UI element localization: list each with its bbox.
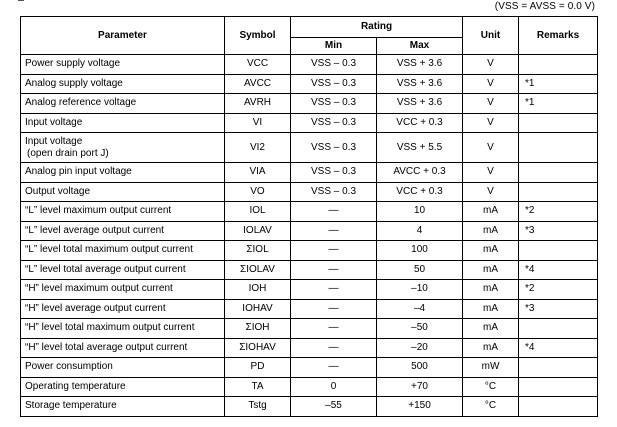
parameter-cell: Operating temperature	[21, 377, 225, 397]
table-row	[21, 133, 598, 163]
table-row	[21, 241, 598, 261]
unit-cell: mA	[463, 338, 519, 358]
symbol-cell: AVCC	[225, 74, 291, 94]
min-cell: –55	[291, 397, 377, 417]
symbol-cell: VO	[225, 182, 291, 202]
min-cell: —	[291, 260, 377, 280]
min-cell: —	[291, 202, 377, 222]
min-cell: —	[291, 338, 377, 358]
parameter-cell: Analog supply voltage	[21, 74, 225, 94]
unit-cell: mA	[463, 299, 519, 319]
parameter-cell: Output voltage	[21, 182, 225, 202]
unit-cell: V	[463, 94, 519, 114]
header-remarks: Remarks	[519, 17, 598, 55]
max-cell: –4	[377, 299, 463, 319]
remarks-cell	[519, 377, 598, 397]
parameter-note-line: (open drain port J)	[27, 147, 109, 159]
symbol-cell: VCC	[225, 55, 291, 75]
max-cell: VCC + 0.3	[377, 182, 463, 202]
max-cell: 10	[377, 202, 463, 222]
remarks-cell: *4	[519, 260, 598, 280]
unit-cell: V	[463, 74, 519, 94]
parameter-cell: “L” level average output current	[21, 221, 225, 241]
max-cell: –50	[377, 319, 463, 339]
table-row	[21, 338, 598, 358]
parameter-cell: Analog pin input voltage	[21, 163, 225, 183]
max-cell: –10	[377, 280, 463, 300]
unit-cell: mA	[463, 202, 519, 222]
parameter-cell: “L” level total maximum output current	[21, 241, 225, 261]
unit-cell: °C	[463, 397, 519, 417]
absolute-maximum-ratings-table	[20, 16, 598, 417]
symbol-cell: ΣIOH	[225, 319, 291, 339]
parameter-cell: “H” level total maximum output current	[21, 319, 225, 339]
table-row	[21, 202, 598, 222]
parameter-cell: “H” level total average output current	[21, 338, 225, 358]
symbol-cell: IOL	[225, 202, 291, 222]
max-cell: VSS + 3.6	[377, 55, 463, 75]
remarks-cell	[519, 241, 598, 261]
min-cell: VSS – 0.3	[291, 55, 377, 75]
unit-cell: mA	[463, 260, 519, 280]
parameter-cell: Storage temperature	[21, 397, 225, 417]
remarks-cell: *3	[519, 221, 598, 241]
min-cell: VSS – 0.3	[291, 182, 377, 202]
symbol-cell: IOH	[225, 280, 291, 300]
max-cell: AVCC + 0.3	[377, 163, 463, 183]
max-cell: +70	[377, 377, 463, 397]
parameter-line: Input voltage	[25, 135, 83, 147]
table-row	[21, 280, 598, 300]
remarks-cell: *1	[519, 74, 598, 94]
table-row	[21, 221, 598, 241]
unit-cell: mA	[463, 280, 519, 300]
unit-cell: V	[463, 182, 519, 202]
table-row	[21, 358, 598, 378]
table-row	[21, 377, 598, 397]
min-cell: 0	[291, 377, 377, 397]
max-cell: +150	[377, 397, 463, 417]
table-row	[21, 74, 598, 94]
min-cell: —	[291, 299, 377, 319]
max-cell: 4	[377, 221, 463, 241]
min-cell: —	[291, 319, 377, 339]
table-row	[21, 163, 598, 183]
parameter-cell: Power supply voltage	[21, 55, 225, 75]
parameter-cell: “L” level total average output current	[21, 260, 225, 280]
table-row	[21, 94, 598, 114]
table-row	[21, 55, 598, 75]
max-cell: VSS + 3.6	[377, 94, 463, 114]
max-cell: VSS + 3.6	[377, 74, 463, 94]
parameter-cell	[21, 133, 225, 163]
symbol-cell: AVRH	[225, 94, 291, 114]
symbol-cell: ΣIOL	[225, 241, 291, 261]
symbol-cell: PD	[225, 358, 291, 378]
unit-cell: V	[463, 163, 519, 183]
max-cell: 50	[377, 260, 463, 280]
parameter-cell: Power consumption	[21, 358, 225, 378]
min-cell: —	[291, 221, 377, 241]
unit-cell: °C	[463, 377, 519, 397]
min-cell: VSS – 0.3	[291, 113, 377, 133]
remarks-cell	[519, 397, 598, 417]
header-rating: Rating	[291, 17, 463, 38]
unit-cell: mA	[463, 221, 519, 241]
symbol-cell: ΣIOHAV	[225, 338, 291, 358]
max-cell: 100	[377, 241, 463, 261]
min-cell: VSS – 0.3	[291, 163, 377, 183]
min-cell: VSS – 0.3	[291, 133, 377, 163]
header-max: Max	[377, 38, 463, 55]
remarks-cell	[519, 113, 598, 133]
min-cell: VSS – 0.3	[291, 74, 377, 94]
condition-note: (VSS = AVSS = 0.0 V)	[494, 1, 595, 12]
remarks-cell: *3	[519, 299, 598, 319]
symbol-cell: TA	[225, 377, 291, 397]
table-row	[21, 397, 598, 417]
table-row	[21, 260, 598, 280]
parameter-cell: “H” level average output current	[21, 299, 225, 319]
symbol-cell: VI2	[225, 133, 291, 163]
remarks-cell	[519, 182, 598, 202]
parameter-cell: “H” level maximum output current	[21, 280, 225, 300]
min-cell: —	[291, 358, 377, 378]
remarks-cell: *2	[519, 280, 598, 300]
symbol-cell: IOHAV	[225, 299, 291, 319]
min-cell: —	[291, 241, 377, 261]
remarks-cell: *4	[519, 338, 598, 358]
unit-cell: mA	[463, 241, 519, 261]
remarks-cell	[519, 133, 598, 163]
max-cell: –20	[377, 338, 463, 358]
table-row	[21, 113, 598, 133]
remarks-cell: *1	[519, 94, 598, 114]
remarks-cell	[519, 55, 598, 75]
remarks-cell	[519, 319, 598, 339]
table-body	[21, 55, 598, 417]
symbol-cell: VIA	[225, 163, 291, 183]
unit-cell: mW	[463, 358, 519, 378]
max-cell: VSS + 5.5	[377, 133, 463, 163]
unit-cell: V	[463, 133, 519, 163]
max-cell: 500	[377, 358, 463, 378]
min-cell: —	[291, 280, 377, 300]
table-row	[21, 299, 598, 319]
header-parameter: Parameter	[21, 17, 225, 55]
symbol-cell: Tstg	[225, 397, 291, 417]
max-cell: VCC + 0.3	[377, 113, 463, 133]
parameter-cell: Analog reference voltage	[21, 94, 225, 114]
table-row	[21, 319, 598, 339]
remarks-cell: *2	[519, 202, 598, 222]
min-cell: VSS – 0.3	[291, 94, 377, 114]
symbol-cell: VI	[225, 113, 291, 133]
remarks-cell	[519, 358, 598, 378]
header-unit: Unit	[463, 17, 519, 55]
table-row	[21, 182, 598, 202]
symbol-cell: ΣIOLAV	[225, 260, 291, 280]
parameter-cell: Input voltage	[21, 113, 225, 133]
unit-cell: mA	[463, 319, 519, 339]
unit-cell: V	[463, 113, 519, 133]
parameter-cell: “L” level maximum output current	[21, 202, 225, 222]
header-min: Min	[291, 38, 377, 55]
remarks-cell	[519, 163, 598, 183]
unit-cell: V	[463, 55, 519, 75]
symbol-cell: IOLAV	[225, 221, 291, 241]
header-symbol: Symbol	[225, 17, 291, 55]
page-edge-mark	[18, 0, 24, 3]
